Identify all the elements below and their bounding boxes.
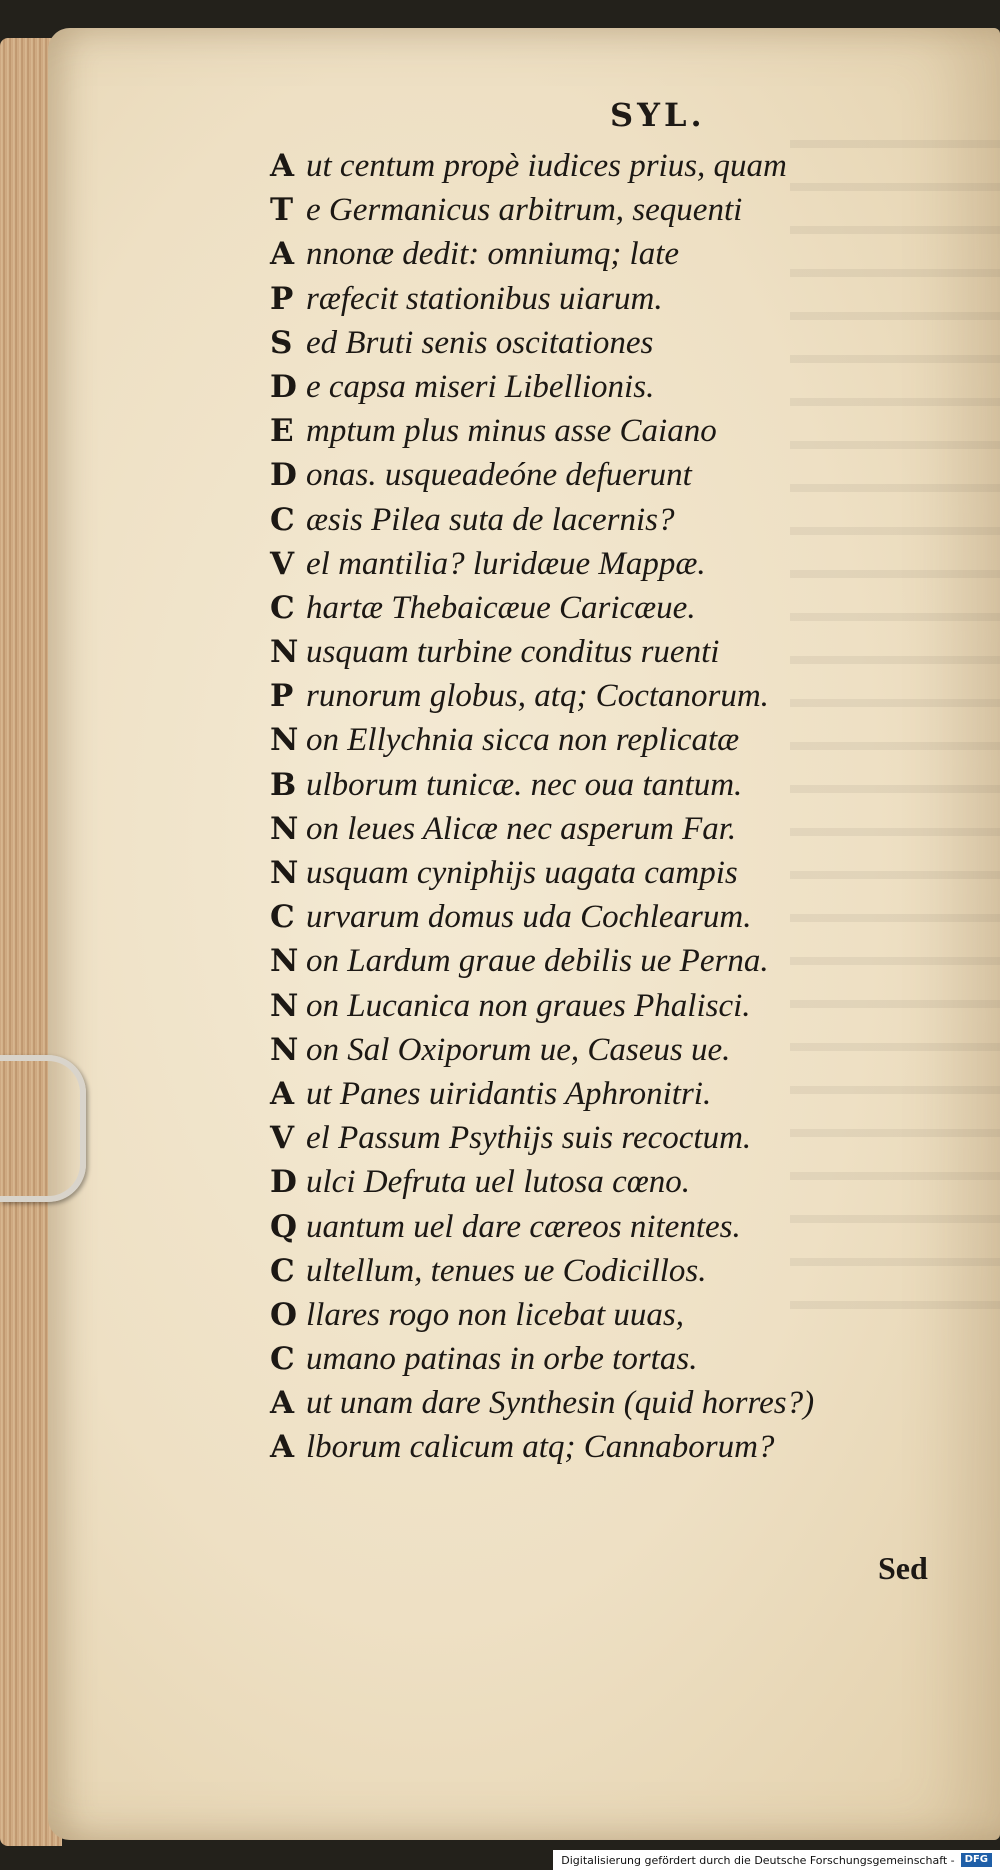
verse-initial: A <box>270 1385 295 1422</box>
verse-text: llares rogo non licebat uuas, <box>306 1296 684 1333</box>
verse-line <box>270 502 910 546</box>
verse-text: onas. usqueadeóne defuerunt <box>306 457 692 494</box>
verse-initial: E <box>270 413 294 450</box>
verse-line <box>270 988 910 1032</box>
verse-line <box>270 767 910 811</box>
verse-initial: N <box>270 987 299 1024</box>
verse-text: ut unam dare Synthesin (quid horres?) <box>306 1385 815 1422</box>
verse-line <box>270 1385 910 1429</box>
verse-line <box>270 590 910 634</box>
verse-text: ed Bruti senis oscitationes <box>306 324 654 361</box>
verse-initial: N <box>270 1031 299 1068</box>
verse-text: lborum calicum atq; Cannaborum? <box>306 1429 775 1466</box>
verse-line <box>270 722 910 766</box>
verse-initial: P <box>270 678 294 715</box>
verse-line <box>270 1297 910 1341</box>
verse-initial: S <box>270 324 293 361</box>
verse-initial: A <box>270 1075 295 1112</box>
verse-initial: A <box>270 1429 295 1466</box>
verse-text: on Ellychnia sicca non replicatæ <box>306 722 740 759</box>
verse-initial: Q <box>270 1208 298 1245</box>
verse-text: on leues Alicæ nec asperum Far. <box>306 810 737 847</box>
verse-line <box>270 899 910 943</box>
verse-initial: D <box>270 368 297 405</box>
verse-block <box>270 148 910 1474</box>
verse-initial: D <box>270 1164 297 1201</box>
verse-line <box>270 369 910 413</box>
verse-initial: O <box>270 1296 298 1333</box>
verse-text: usquam cyniphijs uagata campis <box>306 855 738 891</box>
verse-text: el Passum Psythijs suis recoctum. <box>306 1120 752 1157</box>
verse-initial: A <box>270 148 295 184</box>
verse-line <box>270 678 910 722</box>
verse-text: ut Panes uiridantis Aphronitri. <box>306 1075 712 1112</box>
verse-initial: N <box>270 722 299 759</box>
verse-text: mptum plus minus asse Caiano <box>306 413 717 450</box>
verse-initial: C <box>270 589 295 626</box>
verse-text: æsis Pilea suta de lacernis? <box>306 501 675 538</box>
verse-text: e Germanicus arbitrum, sequenti <box>306 192 743 229</box>
verse-initial: V <box>270 545 295 582</box>
verse-initial: C <box>270 501 295 538</box>
verse-text: e capsa miseri Libellionis. <box>306 368 655 405</box>
page-clip <box>0 1055 86 1202</box>
verse-initial: N <box>270 634 299 671</box>
verse-line <box>270 1164 910 1208</box>
verse-text: ulborum tunicæ. nec oua tantum. <box>306 766 743 803</box>
verse-line <box>270 236 910 280</box>
verse-line <box>270 546 910 590</box>
verse-line <box>270 811 910 855</box>
verse-initial: T <box>270 192 294 229</box>
verse-initial: N <box>270 943 299 980</box>
verse-text: runorum globus, atq; Coctanorum. <box>306 678 769 715</box>
catchword: Sed <box>878 1550 928 1586</box>
verse-text: ulci Defruta uel lutosa cœno. <box>306 1164 691 1201</box>
verse-initial: A <box>270 236 295 273</box>
running-head: SYL. <box>610 96 706 134</box>
verse-text: nnonæ dedit: omniumq; late <box>306 236 680 273</box>
verse-text: ræfecit stationibus uiarum. <box>306 280 663 317</box>
verse-line <box>270 855 910 899</box>
credit-text: Digitalisierung gefördert durch die Deutsche Forschungsgemeinschaft - <box>561 1853 955 1867</box>
verse-line <box>270 281 910 325</box>
verse-initial: C <box>270 1252 295 1289</box>
verse-text: usquam turbine conditus ruenti <box>306 634 720 671</box>
verse-text: hartæ Thebaicæue Caricæue. <box>306 589 696 626</box>
verse-text: ultellum, tenues ue Codicillos. <box>306 1252 707 1289</box>
verse-line <box>270 413 910 457</box>
verse-initial: N <box>270 855 299 891</box>
verse-initial: D <box>270 457 297 494</box>
verse-line <box>270 192 910 236</box>
verse-line <box>270 1341 910 1385</box>
verse-line <box>270 1120 910 1164</box>
verse-text: umano patinas in orbe tortas. <box>306 1341 698 1378</box>
verse-text: on Lardum graue debilis ue Perna. <box>306 943 769 980</box>
verse-text: on Sal Oxiporum ue, Caseus ue. <box>306 1031 731 1068</box>
verse-line <box>270 325 910 369</box>
verse-line <box>270 457 910 501</box>
verse-line <box>270 1032 910 1076</box>
verse-text: urvarum domus uda Cochlearum. <box>306 899 752 936</box>
verse-line <box>270 1076 910 1120</box>
verse-initial: P <box>270 280 294 317</box>
verse-line <box>270 1209 910 1253</box>
verse-line <box>270 943 910 987</box>
verse-line <box>270 148 910 192</box>
digitization-credit <box>553 1850 1000 1870</box>
verse-initial: B <box>270 766 297 803</box>
verse-text: uantum uel dare cæreos nitentes. <box>306 1208 741 1245</box>
verse-line <box>270 634 910 678</box>
verse-text: on Lucanica non graues Phalisci. <box>306 987 751 1024</box>
verse-line <box>270 1253 910 1297</box>
verse-initial: C <box>270 899 295 936</box>
dfg-logo: DFG <box>961 1853 992 1867</box>
verse-text: ut centum propè iudices prius, quam <box>306 148 787 184</box>
verse-line <box>270 1429 910 1473</box>
verse-initial: V <box>270 1120 295 1157</box>
verse-text: el mantilia? luridæue Mappæ. <box>306 545 706 582</box>
verse-initial: C <box>270 1341 295 1378</box>
verse-initial: N <box>270 810 299 847</box>
